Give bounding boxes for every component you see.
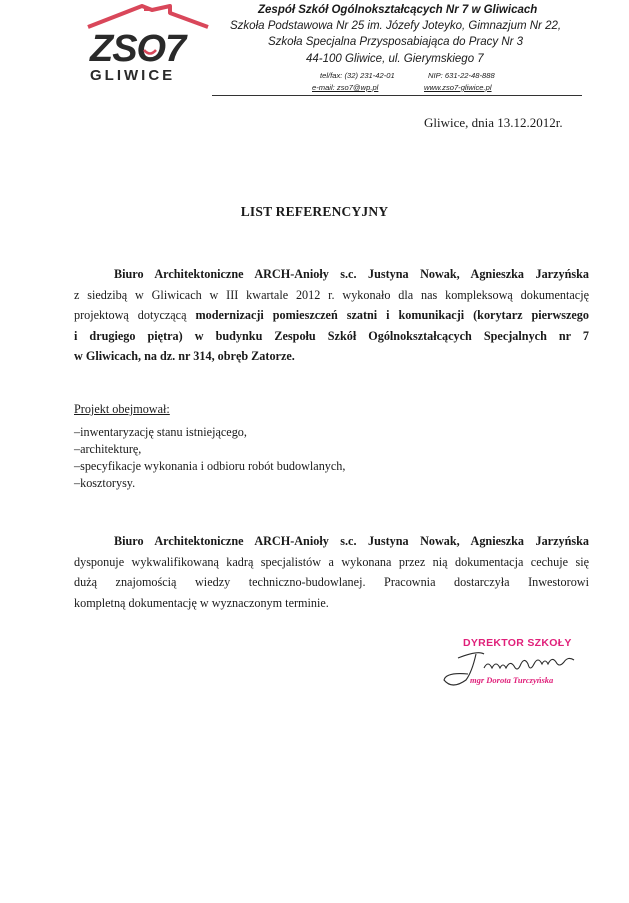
paragraph-summary <box>74 531 589 613</box>
header-line3: Szkoła Specjalna Przysposabiająca do Pracy Nr 3 <box>268 36 524 48</box>
paragraph-intro-line5: w Gliwicach, na dz. nr 314, obręb Zatorze. <box>74 349 295 363</box>
paragraph-intro <box>74 264 589 367</box>
stamp-name: mgr Dorota Turczyńska <box>470 675 554 685</box>
paragraph-intro-line4: i drugiego piętra) w budynku Zespołu Szkół Ogólnokształcących Specjalnych nr 7 <box>74 328 589 343</box>
letter-title: LIST REFERENCYJNY <box>240 204 389 219</box>
header-email[interactable]: e-mail: zso7@wp.pl <box>312 83 379 92</box>
paragraph-intro-line3: projektową dotyczącą modernizacji pomieszczeń szatni i komunikacji (korytarz pierwszego <box>74 308 589 322</box>
paragraph-summary-line2: dysponuje wykwalifikowaną kadrą specjalistów a wykonana przez nią dokumentacja cechuje się <box>74 554 589 569</box>
header-address: 44-100 Gliwice, ul. Gierymskiego 7 <box>306 53 484 65</box>
paragraph-summary-line1: Biuro Architektoniczne ARCH-Anioły s.c. Justyna Nowak, Agnieszka Jarzyńska <box>114 534 589 548</box>
header-www-link[interactable]: www.zso7-gliwice.pl <box>424 83 492 92</box>
paragraph-intro-line1: Biuro Architektoniczne ARCH-Anioły s.c. Justyna Nowak, Agnieszka Jarzyńska <box>114 267 589 281</box>
logo-city: GLIWICE <box>90 67 176 83</box>
paragraph-summary-line3: dużą znajomością wiedzy techniczno-budowlanej. Pracownia dostarczyła Inwestorowi <box>74 575 589 589</box>
header-line2: Szkoła Podstawowa Nr 25 im. Józefy Joteyko, Gimnazjum Nr 22, <box>230 20 562 32</box>
letter-date: Gliwice, dnia 13.12.2012r. <box>424 115 563 130</box>
project-heading: Projekt obejmował: <box>74 402 170 416</box>
project-item: –inwentaryzację stanu istniejącego, <box>74 425 247 439</box>
header-nip: NIP: 631-22-48-888 <box>428 71 495 80</box>
project-item: –specyfikacje wykonania i odbioru robót budowlanych, <box>74 459 346 473</box>
header-divider <box>212 95 582 96</box>
project-item: –kosztorysy. <box>74 476 136 490</box>
paragraph-summary-line4: kompletną dokumentację w wyznaczonym terminie. <box>74 595 329 610</box>
logo-text: ZSO7 <box>90 28 186 70</box>
school-name: Zespół Szkół Ogólnokształcących Nr 7 w Gliwicach <box>258 4 538 16</box>
stamp-title: DYREKTOR SZKOŁY <box>463 637 572 649</box>
school-logo <box>86 3 210 83</box>
paragraph-intro-line2: z siedzibą w Gliwicach w III kwartale 2012 r. wykonało dla nas kompleksową dokumentację <box>74 287 589 302</box>
project-item: –architekturę, <box>74 442 142 456</box>
header-telfax: tel/fax: (32) 231-42-01 <box>320 71 395 80</box>
